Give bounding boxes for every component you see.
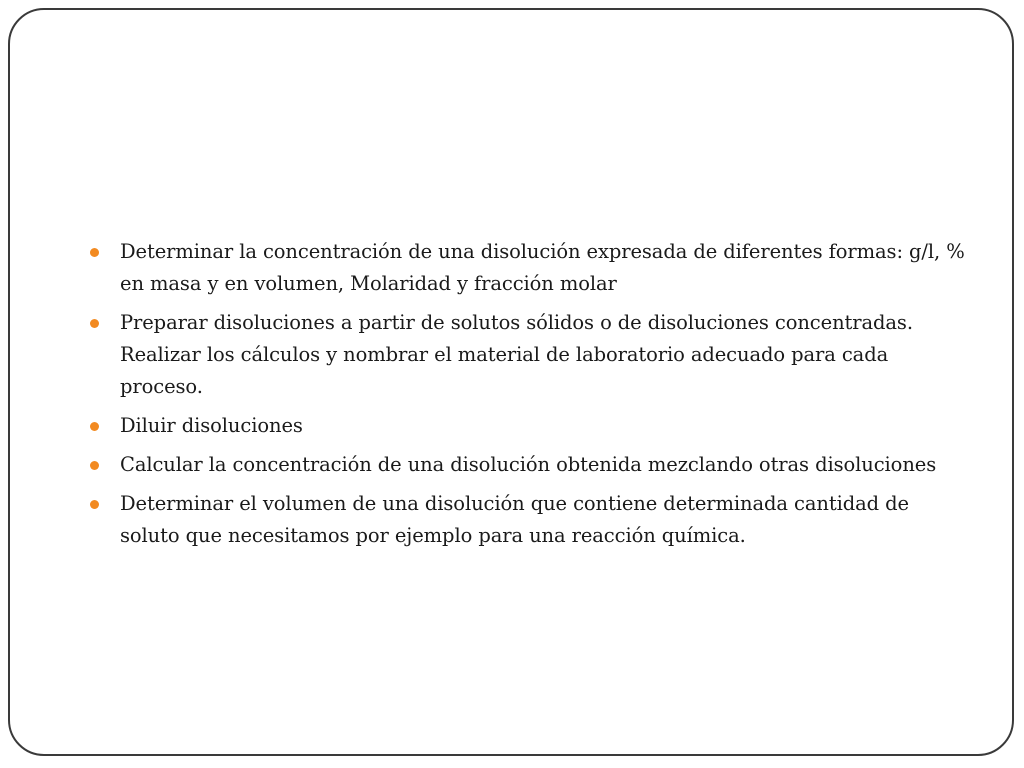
bullet-list (88, 236, 968, 559)
bullet-dot-icon (90, 500, 99, 509)
slide-frame (8, 8, 1014, 756)
bullet-item-4 (88, 449, 968, 481)
bullet-item-5 (88, 488, 968, 552)
bullet-text: Calcular la concentración de una disolución obtenida mezclando otras disoluciones (120, 453, 937, 476)
bullet-item-3 (88, 410, 968, 442)
bullet-text: Diluir disoluciones (120, 414, 303, 437)
bullet-text: Determinar el volumen de una disolución que contiene determinada cantidad de soluto que necesitamos por ejemplo para una reacción química. (120, 492, 909, 547)
bullet-item-1 (88, 236, 968, 300)
bullet-dot-icon (90, 461, 99, 470)
bullet-text: Determinar la concentración de una disolución expresada de diferentes formas: g/l, % en masa y en volumen, Molaridad y fracción molar (120, 240, 965, 295)
bullet-dot-icon (90, 319, 99, 328)
bullet-item-2 (88, 307, 968, 403)
bullet-text: Preparar disoluciones a partir de solutos sólidos o de disoluciones concentradas. Realizar los cálculos y nombrar el material de laboratorio adecuado para cada proceso. (120, 311, 913, 398)
bullet-dot-icon (90, 422, 99, 431)
bullet-dot-icon (90, 248, 99, 257)
